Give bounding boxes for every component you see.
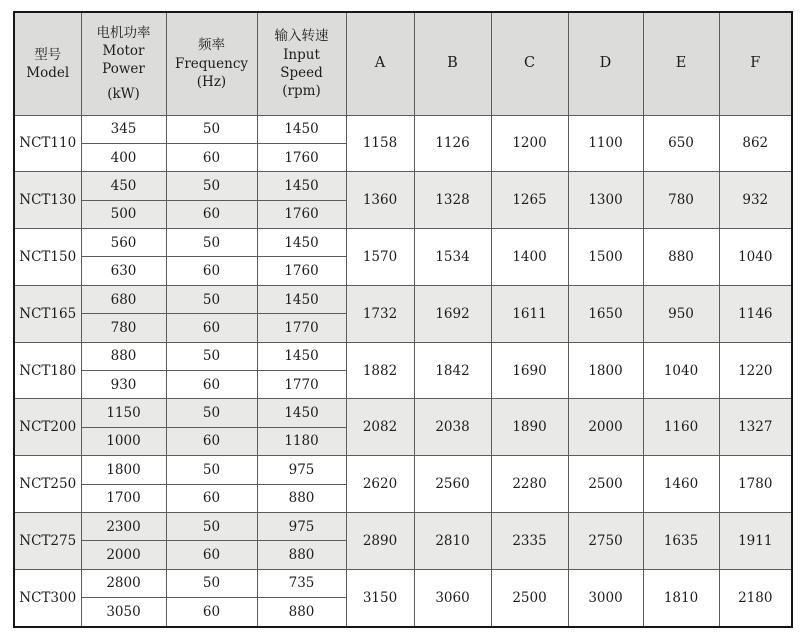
dim-c-cell: 1890 (491, 399, 568, 456)
dim-e-cell: 1040 (643, 342, 719, 399)
dim-c-cell: 1265 (491, 172, 568, 229)
model-cell: NCT165 (14, 285, 81, 342)
frequency-cell: 50 (166, 456, 257, 484)
frequency-cell: 60 (166, 257, 257, 285)
table-row (14, 172, 792, 200)
motor-power-cell: 1000 (81, 427, 166, 455)
frequency-header-en: Frequency (174, 55, 249, 72)
col-header-dim-e (643, 12, 719, 115)
model-cell: NCT300 (14, 569, 81, 626)
dim-c-cell: 2280 (491, 456, 568, 513)
dim-b-cell: 3060 (414, 569, 491, 626)
dim-f-cell: 2180 (719, 569, 792, 626)
frequency-cell: 50 (166, 512, 257, 540)
table-row (14, 569, 792, 597)
frequency-cell: 60 (166, 143, 257, 171)
dim-a-cell: 3150 (346, 569, 414, 626)
input-speed-cell: 1450 (257, 172, 346, 200)
motor-power-cell: 450 (81, 172, 166, 200)
motor-power-cell: 400 (81, 143, 166, 171)
frequency-cell: 60 (166, 484, 257, 512)
table-row (14, 115, 792, 143)
dim-d-cell: 3000 (568, 569, 643, 626)
input-speed-cell: 880 (257, 598, 346, 627)
header-row (14, 12, 792, 115)
dim-d-cell: 2500 (568, 456, 643, 513)
motor-power-cell: 630 (81, 257, 166, 285)
dim-f-cell: 1146 (719, 285, 792, 342)
model-cell: NCT200 (14, 399, 81, 456)
dim-e-cell: 950 (643, 285, 719, 342)
dim-c-cell: 1690 (491, 342, 568, 399)
input-speed-cell: 1760 (257, 257, 346, 285)
table-row (14, 512, 792, 540)
dim-e-cell: 880 (643, 229, 719, 286)
dim-b-cell: 1842 (414, 342, 491, 399)
col-header-input-speed (257, 12, 346, 115)
model-header-cn: 型号 (34, 46, 62, 63)
input-speed-cell: 880 (257, 541, 346, 569)
motor-power-cell: 2300 (81, 512, 166, 540)
table-row (14, 399, 792, 427)
dim-c-cell: 1200 (491, 115, 568, 172)
dim-b-cell: 2038 (414, 399, 491, 456)
col-header-dim-b (414, 12, 491, 115)
dim-d-label: D (599, 54, 612, 71)
dim-c-cell: 1611 (491, 285, 568, 342)
dim-b-cell: 1692 (414, 285, 491, 342)
model-cell: NCT275 (14, 512, 81, 569)
dim-d-cell: 1650 (568, 285, 643, 342)
dim-f-cell: 862 (719, 115, 792, 172)
spec-table-body (14, 115, 792, 627)
dim-a-cell: 1570 (346, 229, 414, 286)
col-header-model (14, 12, 81, 115)
col-header-frequency (166, 12, 257, 115)
frequency-cell: 50 (166, 342, 257, 370)
motor-power-cell: 560 (81, 229, 166, 257)
input-speed-cell: 975 (257, 456, 346, 484)
motor-power-cell: 930 (81, 371, 166, 399)
model-cell: NCT250 (14, 456, 81, 513)
dim-e-cell: 1635 (643, 512, 719, 569)
frequency-cell: 60 (166, 371, 257, 399)
dim-c-cell: 2500 (491, 569, 568, 626)
input-speed-cell: 1450 (257, 229, 346, 257)
dim-d-cell: 2000 (568, 399, 643, 456)
model-cell: NCT130 (14, 172, 81, 229)
dim-a-cell: 2890 (346, 512, 414, 569)
col-header-dim-d (568, 12, 643, 115)
dim-d-cell: 1500 (568, 229, 643, 286)
frequency-cell: 60 (166, 598, 257, 627)
motor-power-cell: 3050 (81, 598, 166, 627)
input-speed-cell: 1770 (257, 314, 346, 342)
dim-b-cell: 2560 (414, 456, 491, 513)
table-header (14, 12, 792, 115)
motor-power-cell: 2000 (81, 541, 166, 569)
dim-e-cell: 780 (643, 172, 719, 229)
input-speed-cell: 735 (257, 569, 346, 597)
input-speed-cell: 1760 (257, 200, 346, 228)
motor-spec-table (13, 11, 793, 628)
dim-b-cell: 2810 (414, 512, 491, 569)
table-row (14, 229, 792, 257)
table-row (14, 456, 792, 484)
frequency-cell: 60 (166, 314, 257, 342)
model-cell: NCT110 (14, 115, 81, 172)
frequency-cell: 50 (166, 399, 257, 427)
power-header-cn: 电机功率 (96, 24, 151, 41)
motor-power-cell: 500 (81, 200, 166, 228)
frequency-cell: 60 (166, 200, 257, 228)
dim-a-cell: 2620 (346, 456, 414, 513)
frequency-header-unit: (Hz) (196, 73, 227, 90)
frequency-header-cn: 频率 (198, 37, 225, 54)
input-speed-cell: 1450 (257, 342, 346, 370)
frequency-cell: 60 (166, 541, 257, 569)
model-header-en: Model (26, 64, 70, 81)
dim-f-cell: 1780 (719, 456, 792, 513)
col-header-dim-f (719, 12, 792, 115)
motor-power-cell: 345 (81, 115, 166, 143)
col-header-dim-a (346, 12, 414, 115)
input-speed-cell: 1770 (257, 371, 346, 399)
dim-e-cell: 1160 (643, 399, 719, 456)
frequency-cell: 60 (166, 427, 257, 455)
table-row (14, 285, 792, 313)
model-cell: NCT150 (14, 229, 81, 286)
motor-power-cell: 680 (81, 285, 166, 313)
motor-power-cell: 2800 (81, 569, 166, 597)
speed-header-unit: (rpm) (282, 82, 321, 99)
frequency-cell: 50 (166, 172, 257, 200)
input-speed-cell: 1450 (257, 399, 346, 427)
motor-power-cell: 780 (81, 314, 166, 342)
speed-header-en: Input Speed (280, 46, 323, 81)
motor-power-cell: 1800 (81, 456, 166, 484)
dim-e-label: E (675, 54, 687, 71)
dim-d-cell: 1800 (568, 342, 643, 399)
dim-f-cell: 1220 (719, 342, 792, 399)
dim-a-cell: 1732 (346, 285, 414, 342)
speed-header-cn: 输入转速 (274, 28, 329, 45)
dim-e-cell: 1460 (643, 456, 719, 513)
dim-e-cell: 650 (643, 115, 719, 172)
dim-c-label: C (523, 54, 536, 71)
dim-b-label: B (447, 54, 458, 71)
frequency-cell: 50 (166, 229, 257, 257)
frequency-cell: 50 (166, 285, 257, 313)
dim-d-cell: 2750 (568, 512, 643, 569)
dim-a-label: A (374, 54, 386, 71)
dim-e-cell: 1810 (643, 569, 719, 626)
input-speed-cell: 1760 (257, 143, 346, 171)
dim-c-cell: 1400 (491, 229, 568, 286)
motor-power-cell: 880 (81, 342, 166, 370)
dim-a-cell: 2082 (346, 399, 414, 456)
dim-d-cell: 1100 (568, 115, 643, 172)
dim-a-cell: 1158 (346, 115, 414, 172)
dim-f-cell: 1327 (719, 399, 792, 456)
dim-a-cell: 1882 (346, 342, 414, 399)
dim-f-label: F (750, 54, 761, 71)
dim-f-cell: 932 (719, 172, 792, 229)
input-speed-cell: 1450 (257, 115, 346, 143)
motor-power-cell: 1150 (81, 399, 166, 427)
dim-b-cell: 1126 (414, 115, 491, 172)
dim-d-cell: 1300 (568, 172, 643, 229)
power-header-en: Motor Power (102, 43, 145, 78)
input-speed-cell: 1180 (257, 427, 346, 455)
input-speed-cell: 880 (257, 484, 346, 512)
dim-a-cell: 1360 (346, 172, 414, 229)
dim-f-cell: 1040 (719, 229, 792, 286)
table-row (14, 342, 792, 370)
frequency-cell: 50 (166, 569, 257, 597)
input-speed-cell: 1450 (257, 285, 346, 313)
col-header-dim-c (491, 12, 568, 115)
power-header-unit: (kW) (107, 86, 140, 103)
dim-b-cell: 1328 (414, 172, 491, 229)
dim-f-cell: 1911 (719, 512, 792, 569)
motor-power-cell: 1700 (81, 484, 166, 512)
dim-b-cell: 1534 (414, 229, 491, 286)
frequency-cell: 50 (166, 115, 257, 143)
col-header-motor-power (81, 12, 166, 115)
dim-c-cell: 2335 (491, 512, 568, 569)
input-speed-cell: 975 (257, 512, 346, 540)
model-cell: NCT180 (14, 342, 81, 399)
